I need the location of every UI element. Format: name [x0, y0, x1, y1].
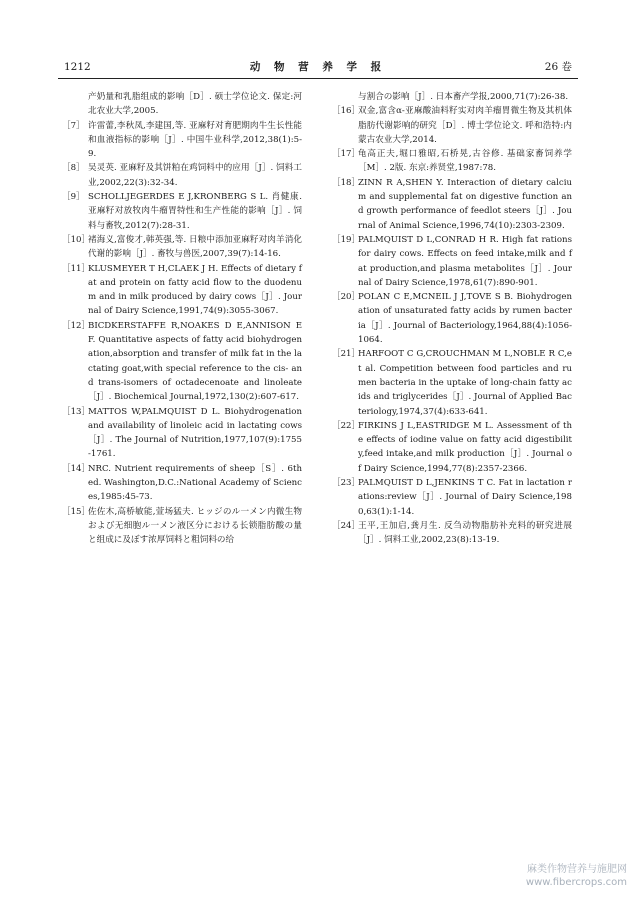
reference-number: ［10］: [62, 234, 91, 245]
reference-text: NRC. Nutrient requirements of sheep［S］. 6th ed. Washington,D.C.:National Academy of Sciences,1985:45-73.: [88, 463, 302, 503]
reference-text: FIRKINS J L,EASTRIDGE M L. Assessment of the effects of iodine value on fatty acid digestibility,feed intake,and milk production［J］. Journal of Dairy Science,1994,77(8):2357-2366.: [358, 420, 572, 474]
reference-number: ［21］: [332, 349, 361, 360]
page-header: [58, 58, 578, 76]
reference-number: ［24］: [332, 520, 361, 531]
reference-number: ［11］: [62, 263, 91, 274]
reference-entry: [332, 347, 572, 418]
reference-entry: [332, 233, 572, 290]
reference-text: MATTOS W,PALMQUIST D L. Biohydrogenation and availability of linoleic acid in lactating cows［J］. The Journal of Nutrition,1977,107(9):1755-1761.: [88, 406, 302, 460]
reference-entry: [62, 190, 302, 233]
reference-entry: [332, 290, 572, 347]
reference-text: 与割合の影响［J］. 日本畜产学报,2000,71(7):26-38.: [358, 92, 569, 102]
page-number: 1212: [64, 61, 91, 73]
reference-entry: [332, 104, 572, 147]
reference-number: ［9］: [62, 192, 85, 203]
volume-label: 26 卷: [544, 61, 572, 73]
reference-text: 产奶量和乳脂组成的影响［D］. 硕士学位论文. 保定:河北农业大学,2005.: [88, 92, 302, 117]
reference-text: 许雷蕾,李秋凤,李建国,等. 亚麻籽对育肥期肉牛生长性能和血液指标的影响［J］. 中国牛业科学,2012,38(1):5-9.: [88, 120, 302, 160]
reference-entry: [62, 319, 302, 405]
site-watermark: [526, 863, 627, 889]
right-reference-column: [332, 90, 572, 548]
reference-number: ［23］: [332, 478, 361, 489]
reference-number: ［18］: [332, 177, 361, 188]
left-reference-column: [62, 90, 302, 548]
reference-text: KLUSMEYER T H,CLAEK J H. Effects of dietary fat and protein on fatty acid flow to the duodenum and in milk produced by dairy cows［J］. Journal of Dairy Science,1991,74(9):3055-3067.: [88, 263, 302, 317]
reference-entry: [332, 90, 572, 104]
reference-text: PALMQUIST D L,CONRAD H R. High fat rations for dairy cows. Effects on feed intake,milk and fat production,and plasma metabolites［J］. Journal of Dairy Science,1978,61(7):890-901.: [358, 234, 572, 288]
reference-entry: [62, 405, 302, 462]
reference-entry: [332, 176, 572, 233]
watermark-site-name: 麻类作物营养与施肥网: [527, 864, 627, 875]
reference-number: ［22］: [332, 420, 361, 431]
reference-entry: [62, 262, 302, 319]
reference-number: ［17］: [332, 149, 361, 160]
reference-text: ZINN R A,SHEN Y. Interaction of dietary calcium and supplemental fat on digestive function and growth performance of feedlot steers［J］. Journal of Animal Science,1996,74(10):2303-2309.: [358, 177, 572, 231]
reference-number: ［12］: [62, 320, 91, 331]
reference-text: 双金,富含α-亚麻酸油料籽实对肉羊瘤胃微生物及其机体脂肪代谢影响的研究［D］. 博士学位论文. 呼和浩特:内蒙古农业大学,2014.: [358, 106, 572, 145]
reference-entry: [62, 161, 302, 190]
reference-text: 王平,王加启,龚月生. 反刍动物脂肪补充料的研究进展［J］. 饲料工业,2002,23(8):13-19.: [358, 520, 572, 546]
reference-text: SCHOLLJEGERDES E J,KRONBERG S L. 肖健康. 亚麻籽对放牧肉牛瘤胃特性和生产性能的影响［J］. 饲料与畜牧,2012(7):28-31.: [88, 192, 302, 231]
reference-number: ［14］: [62, 463, 91, 474]
reference-entry: [62, 90, 302, 119]
reference-entry: [62, 505, 302, 548]
reference-text: 佐佐木,高桥敏能,萱场猛夫. ヒッジのル一メン内微生物および无细胞ル一メン液区分における长锁脂肪酸の量と组成に及ぼす浓厚饲料と粗饲料の给: [88, 506, 302, 546]
reference-entry: [332, 419, 572, 476]
reference-text: HARFOOT C G,CROUCHMAN M L,NOBLE R C,et al. Competition between food particles and rumen bacteria in the uptake of long-chain fatty acids and triglycerides［J］. Journal of Applied Bacteriology,1974,37(4):633-641.: [358, 349, 572, 417]
reference-number: ［13］: [62, 406, 91, 417]
reference-entry: [332, 476, 572, 519]
reference-number: ［15］: [62, 506, 91, 517]
reference-number: ［20］: [332, 292, 361, 303]
reference-text: 龟高正夫,堀口雅昭,石桥晃,古谷修. 基础家畜饲养学［M］. 2版. 东京:养贤堂,1987:78.: [358, 149, 572, 174]
reference-number: ［7］: [62, 120, 85, 131]
journal-title: 动 物 营 养 学 报: [249, 61, 387, 73]
reference-text: BICDKERSTAFFE R,NOAKES D E,ANNISON E F. Quantitative aspects of fatty acid biohydrogenation,absorption and transfer of milk fat in the lactating goat,with special reference to the cis- and trans-isomers of octadecenoate and linoleate［J］. Biochemical Journal,1972,130(2):607-617.: [88, 320, 302, 403]
header-rule: [58, 78, 578, 79]
reference-entry: [332, 519, 572, 548]
reference-number: ［19］: [332, 234, 361, 245]
reference-number: ［8］: [62, 163, 85, 174]
reference-text: 褚海义,富俊才,韩英强,等. 日粮中添加亚麻籽对肉羊消化代谢的影响［J］. 畜牧与兽医,2007,39(7):14-16.: [88, 234, 302, 260]
reference-entry: [62, 233, 302, 262]
reference-entry: [62, 119, 302, 162]
reference-entry: [62, 462, 302, 505]
reference-text: POLAN C E,MCNEIL J J,TOVE S B. Biohydrogenation of unsaturated fatty acids by rumen bacteria［J］. Journal of Bacteriology,1964,88(4):1056-1064.: [358, 292, 572, 346]
reference-number: ［16］: [332, 106, 361, 117]
reference-entry: [332, 147, 572, 176]
reference-text: PALMQUIST D L,JENKINS T C. Fat in lactation rations:review［J］. Journal of Dairy Science,1980,63(1):1-14.: [358, 478, 572, 517]
reference-text: 吴灵英. 亚麻籽及其饼粕在鸡饲料中的应用［J］. 饲料工业,2002,22(3):32-34.: [88, 163, 302, 188]
watermark-url: www.fibercrops.com: [525, 877, 627, 888]
